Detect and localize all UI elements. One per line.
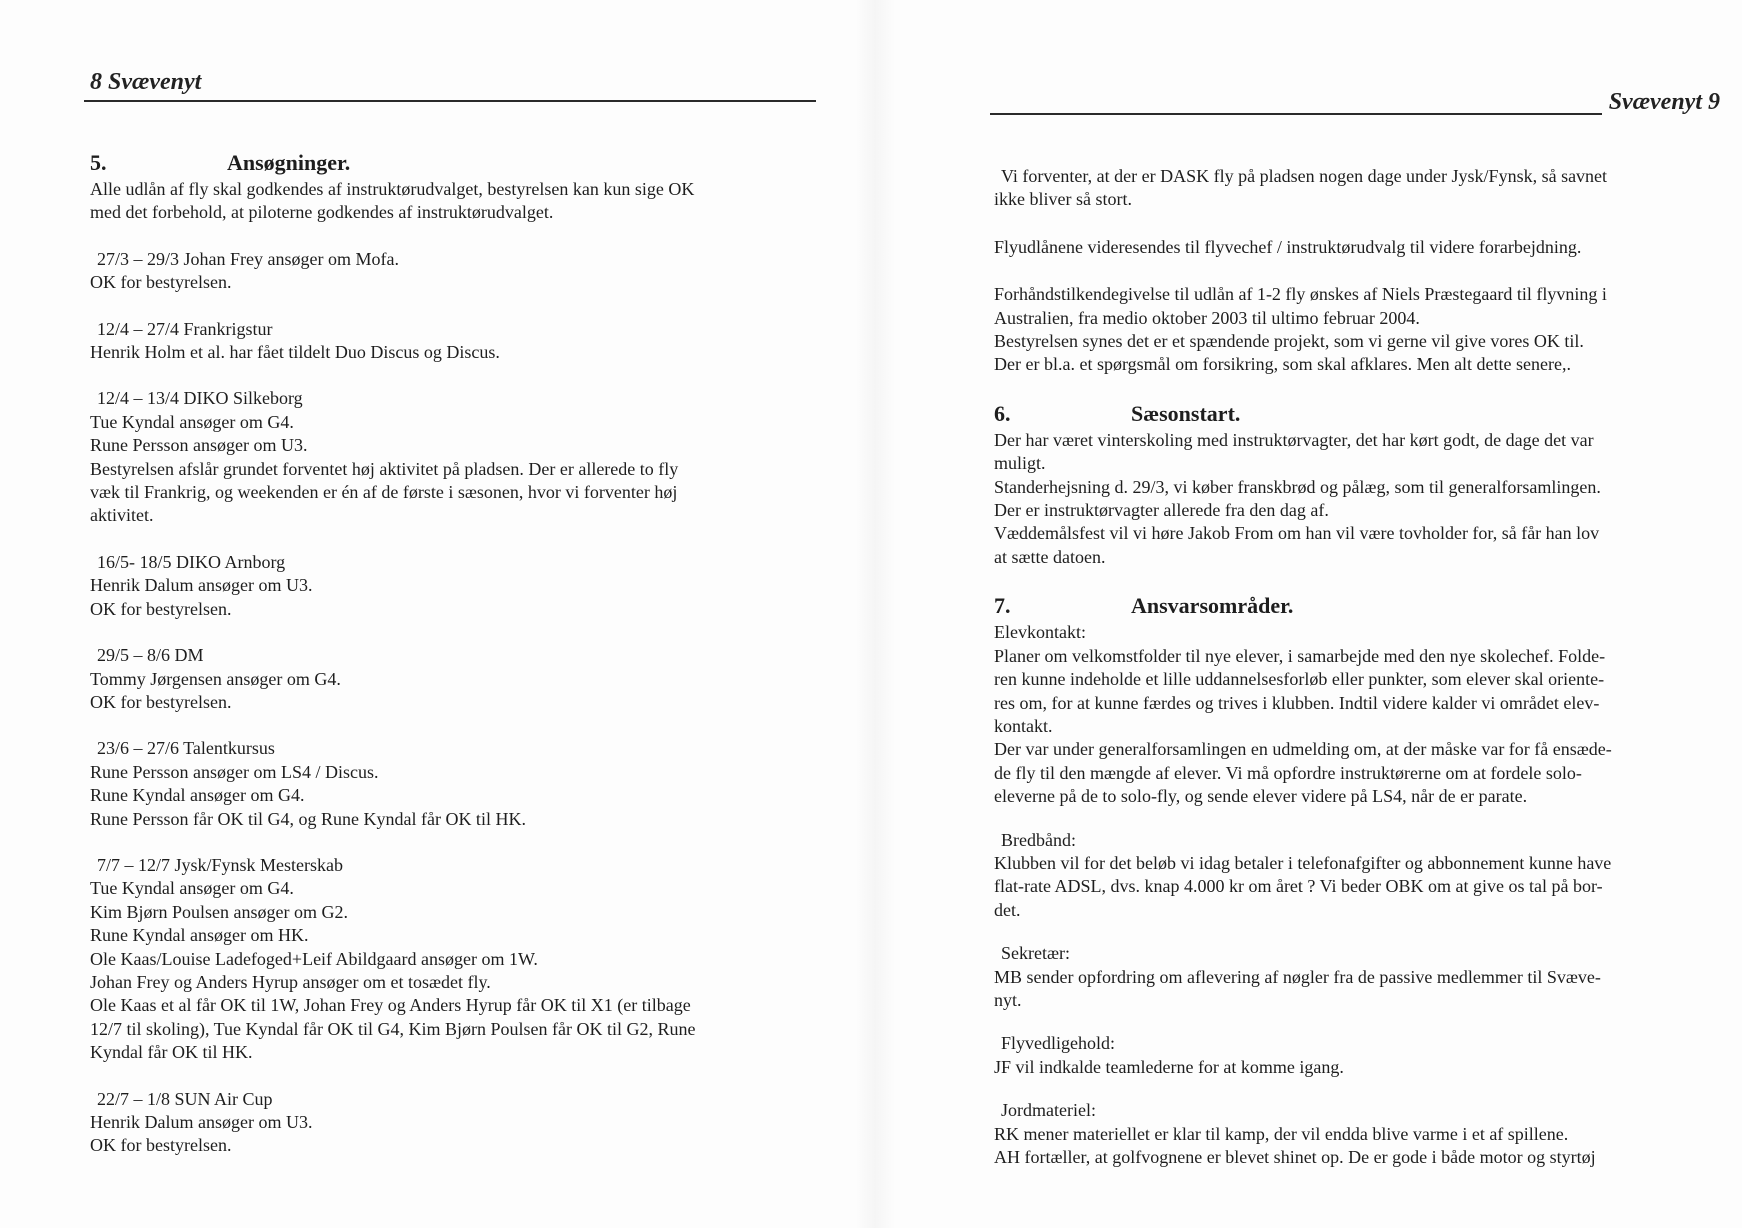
text-line: nyt. xyxy=(994,989,1022,1010)
text-line: Rune Persson ansøger om LS4 / Discus. xyxy=(90,761,379,782)
text-line: Planer om velkomstfolder til nye elever, i samarbejde med den nye skolechef. Folde- xyxy=(994,645,1606,666)
responsibility-block xyxy=(994,942,1601,1012)
section-6-title: Sæsonstart. xyxy=(1131,400,1241,426)
left-page xyxy=(0,0,860,1228)
loan-request-entry xyxy=(90,644,810,714)
section-7-number: 7. xyxy=(994,593,1011,619)
left-column xyxy=(90,150,810,1181)
text-line: Australien, fra medio oktober 2003 til ultimo februar 2004. xyxy=(994,307,1420,328)
text-line: 12/4 – 27/4 Frankrigstur xyxy=(97,318,273,339)
responsibility-block xyxy=(994,829,1612,923)
text-line: Forhåndstilkendegivelse til udlån af 1-2 fly ønskes af Niels Præstegaard til flyvning i xyxy=(994,284,1607,305)
text-line: Kim Bjørn Poulsen ansøger om G2. xyxy=(90,901,348,922)
responsibility-block xyxy=(994,1032,1594,1079)
text-line: Johan Frey og Anders Hyrup ansøger om et tosædet fly. xyxy=(90,971,491,992)
right-column xyxy=(994,165,1612,1189)
text-line: JF vil indkalde teamlederne for at komme igang. xyxy=(994,1056,1344,1077)
paragraph xyxy=(994,165,1608,212)
text-line: Bredbånd: xyxy=(1001,829,1076,850)
text-line: 27/3 – 29/3 Johan Frey ansøger om Mofa. xyxy=(97,248,399,269)
loan-request-entry xyxy=(90,387,810,527)
text-line: Rune Persson ansøger om U3. xyxy=(90,435,308,456)
text-line: OK for bestyrelsen. xyxy=(90,272,232,293)
text-line: Kyndal får OK til HK. xyxy=(90,1042,253,1063)
section-7-body xyxy=(994,621,1612,1169)
text-line: Ole Kaas/Louise Ladefoged+Leif Abildgaard ansøger om 1W. xyxy=(90,948,538,969)
text-line: Standerhejsning d. 29/3, vi køber franskbrød og pålæg, som til generalforsamlingen. xyxy=(994,476,1601,497)
section-6-heading xyxy=(994,401,1594,427)
text-line: 22/7 – 1/8 SUN Air Cup xyxy=(97,1088,273,1109)
text-line: 7/7 – 12/7 Jysk/Fynsk Mesterskab xyxy=(97,854,344,875)
text-line: ikke bliver så stort. xyxy=(994,189,1132,210)
intro-line: med det forbehold, at piloterne godkendes af instruktørudvalget. xyxy=(90,202,554,223)
text-line: Der var under generalforsamlingen en udmelding om, at der måske var for få ensæde- xyxy=(994,739,1612,760)
text-line: Tommy Jørgensen ansøger om G4. xyxy=(90,668,341,689)
loan-request-entry xyxy=(90,737,810,831)
opening-paragraphs xyxy=(994,165,1608,377)
left-header-rule xyxy=(84,100,816,102)
text-line: Tue Kyndal ansøger om G4. xyxy=(90,411,294,432)
loan-requests-list xyxy=(90,248,810,1158)
left-page-header: 8 Svævenyt xyxy=(90,69,202,95)
text-line: aktivitet. xyxy=(90,505,154,526)
text-line: Henrik Dalum ansøger om U3. xyxy=(90,1112,313,1132)
right-page xyxy=(880,0,1742,1228)
text-line: flat-rate ADSL, dvs. knap 4.000 kr om året ? Vi beder OBK om at give os tal på bor- xyxy=(994,876,1603,897)
right-header-rule xyxy=(990,113,1602,115)
intro-line: Alle udlån af fly skal godkendes af instruktørudvalget, bestyrelsen kan kun sige OK xyxy=(90,179,695,199)
text-line: Væddemålsfest vil vi høre Jakob From om han vil være tovholder for, så får han lov xyxy=(994,523,1600,544)
text-line: OK for bestyrelsen. xyxy=(90,598,232,619)
text-line: muligt. xyxy=(994,453,1046,474)
loan-request-entry xyxy=(90,248,810,295)
text-line: Der er bl.a. et spørgsmål om forsikring, som skal afklares. Men alt dette senere,. xyxy=(994,354,1572,375)
text-line: res om, for at kunne færdes og trives i klubben. Indtil videre kalder vi området elev- xyxy=(994,692,1600,713)
text-line: Rune Kyndal ansøger om HK. xyxy=(90,925,309,946)
text-line: væk til Frankrig, og weekenden er én af de første i sæsonen, hvor vi forventer høj xyxy=(90,482,678,503)
text-line: Ole Kaas et al får OK til 1W, Johan Frey og Anders Hyrup får OK til X1 (er tilbage xyxy=(90,995,691,1016)
loan-request-entry xyxy=(90,854,810,1065)
text-line: kontakt. xyxy=(994,715,1053,736)
text-line: 29/5 – 8/6 DM xyxy=(97,645,204,666)
text-line: Henrik Dalum ansøger om U3. xyxy=(90,575,313,596)
text-line: MB sender opfordring om aflevering af nøgler fra de passive medlemmer til Svæve- xyxy=(994,966,1601,987)
text-line: AH fortæller, at golfvognene er blevet shinet op. De er gode i både motor og styrtøj xyxy=(994,1147,1596,1167)
text-line: Jordmateriel: xyxy=(1001,1100,1096,1121)
responsibility-block xyxy=(994,1099,1594,1169)
section-7-title: Ansvarsområder. xyxy=(1131,593,1294,619)
paragraph xyxy=(994,236,1594,259)
text-line: Der har været vinterskoling med instruktørvagter, det har kørt godt, de dage det var xyxy=(994,429,1594,450)
loan-request-entry xyxy=(90,1088,810,1158)
text-line: Vi forventer, at der er DASK fly på pladsen nogen dage under Jysk/Fynsk, så savnet xyxy=(1001,166,1608,186)
text-line: 16/5- 18/5 DIKO Arnborg xyxy=(97,551,286,572)
section-7-heading xyxy=(994,593,1594,619)
text-line: Tue Kyndal ansøger om G4. xyxy=(90,878,294,899)
text-line: Klubben vil for det beløb vi idag betaler i telefonafgifter og abbonnement kunne have xyxy=(994,852,1612,873)
text-line: de fly til den mængde af elever. Vi må opfordre instruktørerne om at fordele solo- xyxy=(994,762,1582,783)
text-line: Rune Persson får OK til G4, og Rune Kyndal får OK til HK. xyxy=(90,808,526,829)
text-line: Flyvedligehold: xyxy=(1001,1033,1115,1054)
text-line: RK mener materiellet er klar til kamp, der vil endda blive varme i et af spillene. xyxy=(994,1123,1569,1144)
text-line: det. xyxy=(994,899,1021,920)
section-5-intro xyxy=(90,178,810,225)
responsibility-block xyxy=(994,621,1612,808)
text-line: at sætte datoen. xyxy=(994,546,1106,567)
loan-request-entry xyxy=(90,318,810,365)
loan-request-entry xyxy=(90,551,810,621)
paragraph xyxy=(994,283,1607,377)
text-line: Bestyrelsen afslår grundet forventet høj aktivitet på pladsen. Der er allerede to fly xyxy=(90,458,679,479)
text-line: Henrik Holm et al. har fået tildelt Duo Discus og Discus. xyxy=(90,342,500,363)
text-line: Sekretær: xyxy=(1001,943,1070,964)
section-6-body xyxy=(994,429,1601,569)
section-6-number: 6. xyxy=(994,400,1011,426)
text-line: 23/6 – 27/6 Talentkursus xyxy=(97,738,275,759)
text-line: Bestyrelsen synes det er et spændende projekt, som vi gerne vil give vores OK til. xyxy=(994,331,1584,352)
text-line: ren kunne indeholde et lille uddannelsesforløb eller punkter, som elever skal oriente- xyxy=(994,669,1605,690)
text-line: OK for bestyrelsen. xyxy=(90,691,232,712)
text-line: 12/4 – 13/4 DIKO Silkeborg xyxy=(97,388,303,409)
text-line: eleverne på de to solo-fly, og sende elever videre på LS4, når de er parate. xyxy=(994,786,1528,807)
text-line: Rune Kyndal ansøger om G4. xyxy=(90,785,305,806)
text-line: 12/7 til skoling), Tue Kyndal får OK til G4, Kim Bjørn Poulsen får OK til G2, Rune xyxy=(90,1018,696,1039)
text-line: Flyudlånene videresendes til flyvechef / instruktørudvalg til videre forarbejdning. xyxy=(994,236,1582,257)
text-line: OK for bestyrelsen. xyxy=(90,1135,232,1156)
section-5-title: Ansøgninger. xyxy=(227,150,351,175)
text-line: Der er instruktørvagter allerede fra den dag af. xyxy=(994,500,1329,521)
right-page-header: Svævenyt 9 xyxy=(1608,89,1720,115)
section-5-heading xyxy=(90,150,810,176)
text-line: Elevkontakt: xyxy=(994,622,1086,643)
section-5-number: 5. xyxy=(90,150,107,175)
